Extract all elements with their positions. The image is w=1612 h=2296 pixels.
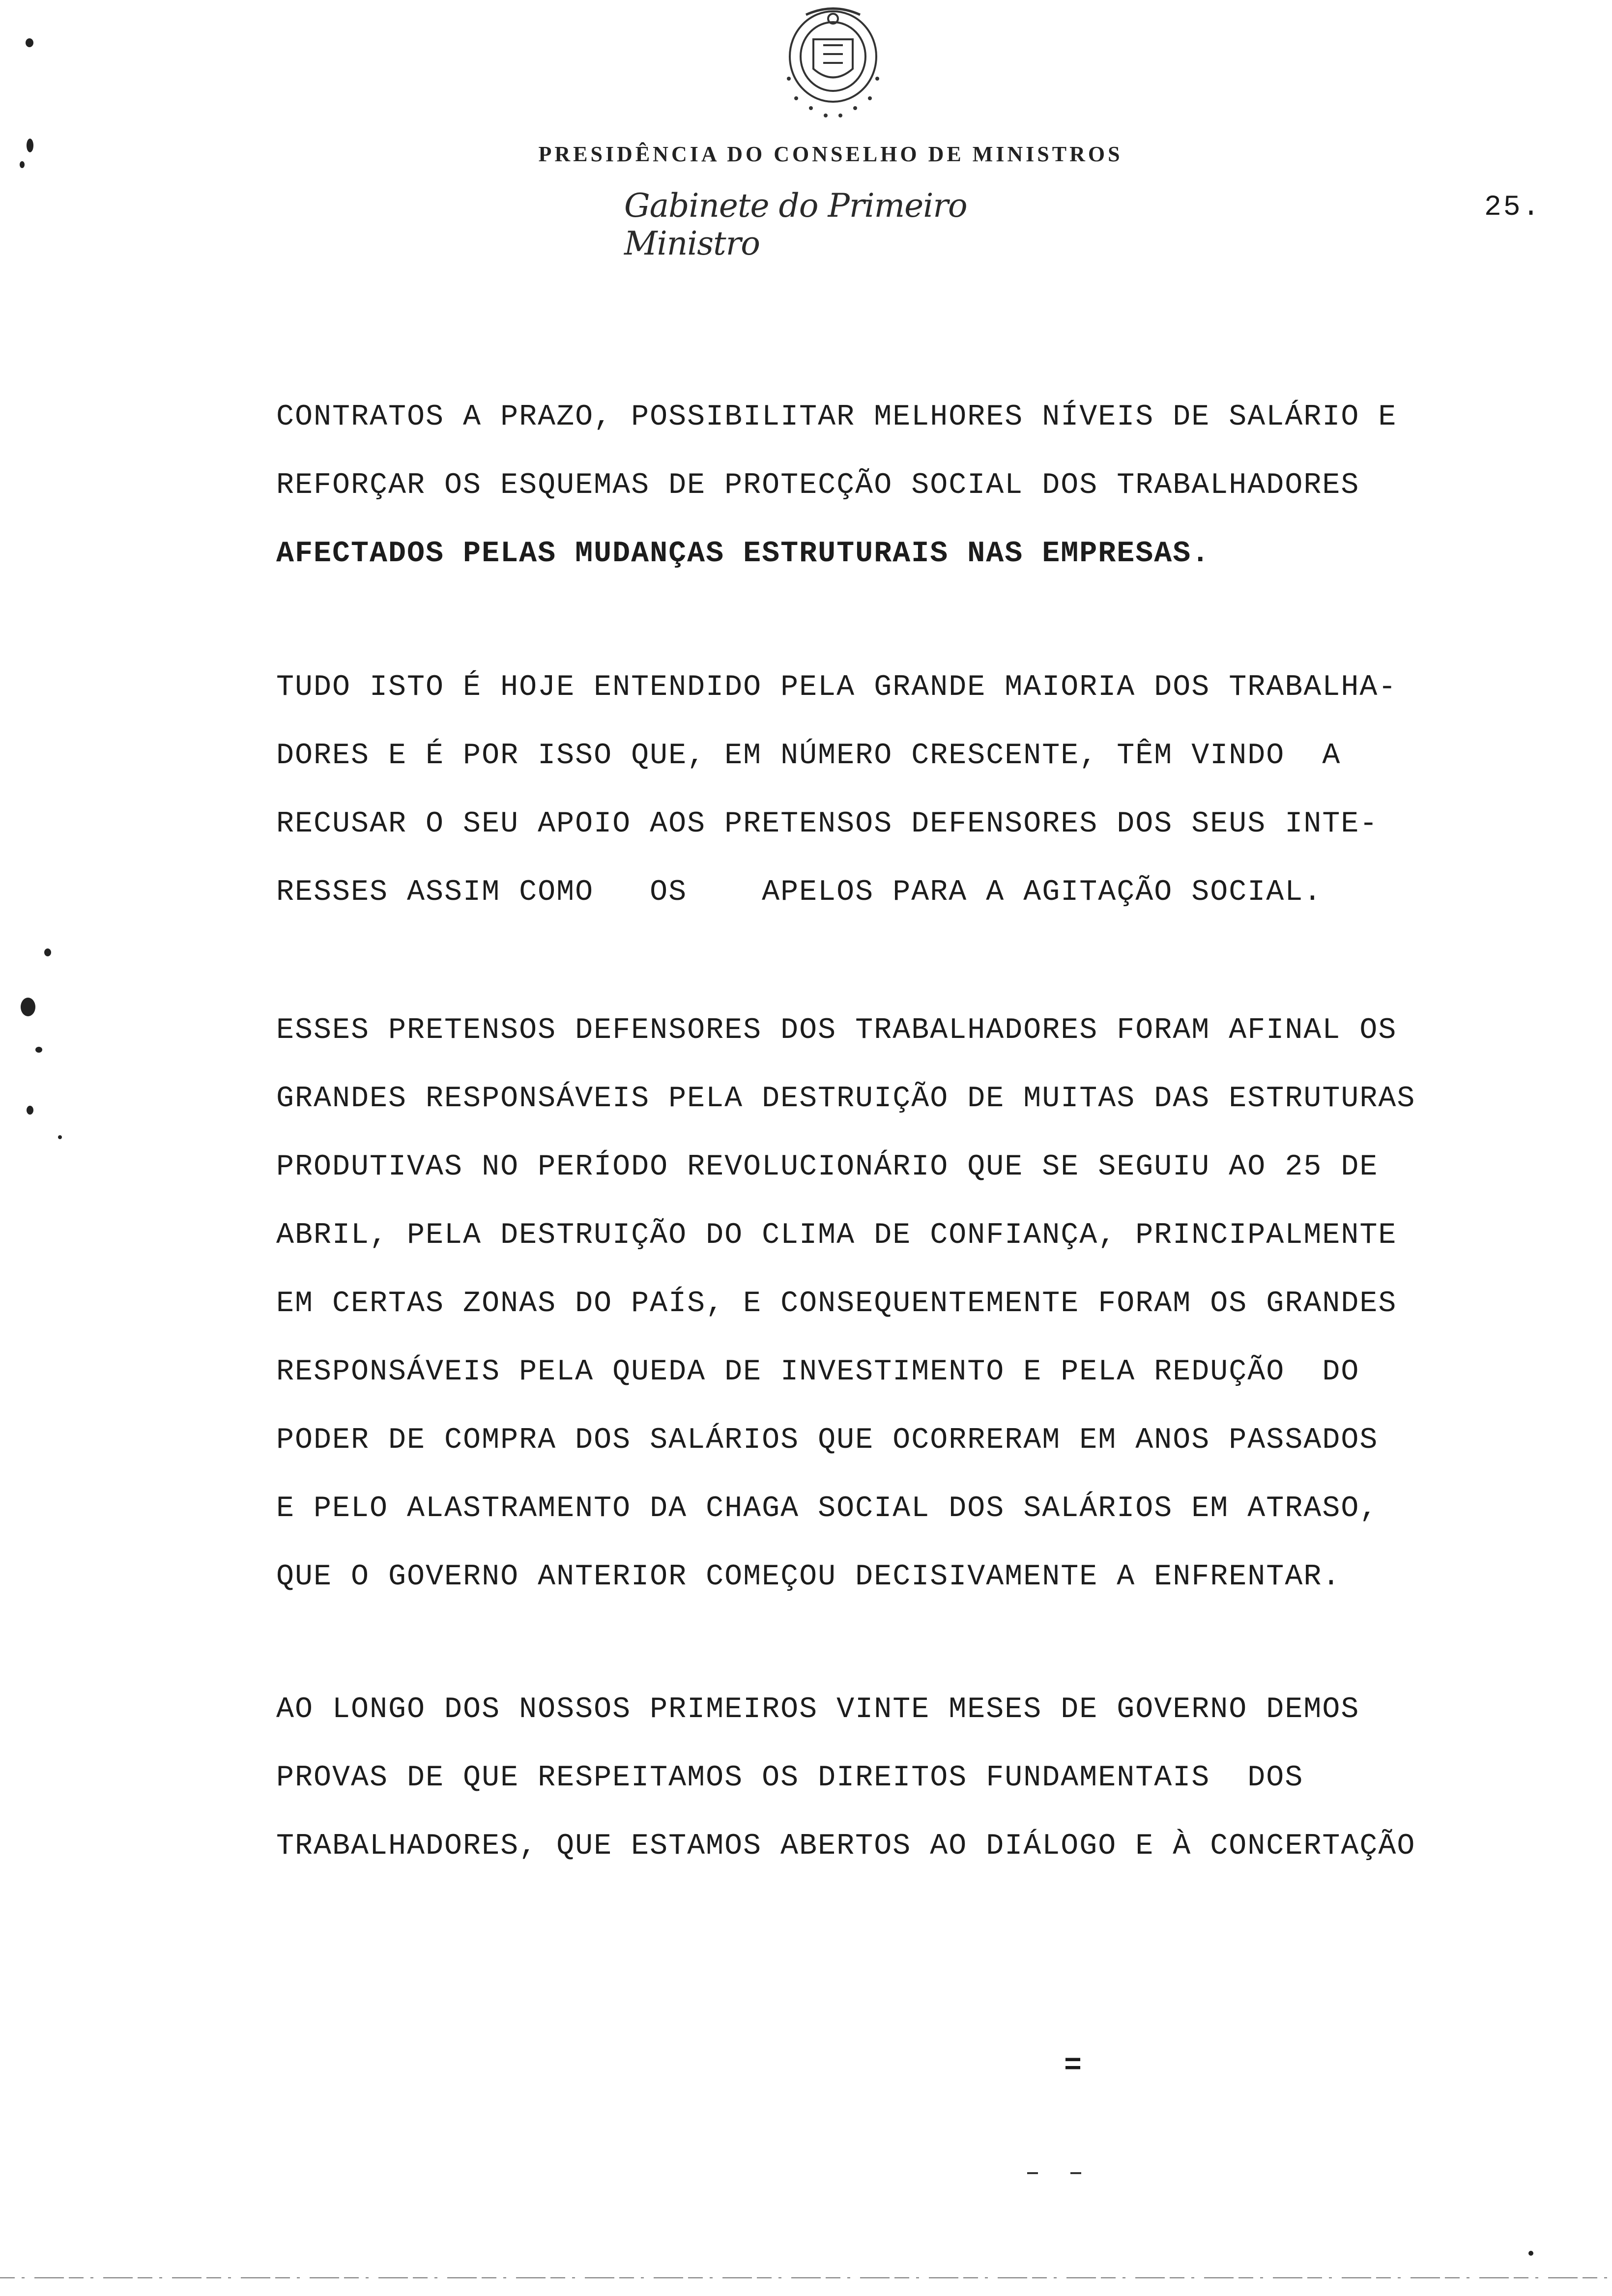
- cabinet-name: Gabinete do Primeiro Ministro: [624, 187, 967, 262]
- organization-name: PRESIDÊNCIA DO CONSELHO DE MINISTROS: [538, 142, 1123, 166]
- paragraph-2: [276, 654, 1534, 927]
- coat-of-arms-icon: [777, 5, 890, 123]
- paragraph-3: [276, 997, 1534, 1611]
- text-line: QUE O GOVERNO ANTERIOR COMEÇOU DECISIVAMENTE A ENFRENTAR.: [276, 1560, 1341, 1594]
- text-line: RESPONSÁVEIS PELA QUEDA DE INVESTIMENTO E PELA REDUÇÃO DO: [276, 1355, 1360, 1389]
- scan-speck: [35, 1047, 42, 1053]
- scan-speck: [26, 38, 33, 47]
- text-line: PROVAS DE QUE RESPEITAMOS OS DIREITOS FUNDAMENTAIS DOS: [276, 1761, 1304, 1795]
- text-line: PRODUTIVAS NO PERÍODO REVOLUCIONÁRIO QUE SE SEGUIU AO 25 DE: [276, 1150, 1379, 1184]
- text-line: DORES E É POR ISSO QUE, EM NÚMERO CRESCENTE, TÊM VINDO A: [276, 739, 1341, 773]
- scan-speck: [20, 161, 25, 168]
- paragraph-4: [276, 1676, 1534, 1881]
- text-line: CONTRATOS A PRAZO, POSSIBILITAR MELHORES NÍVEIS DE SALÁRIO E: [276, 401, 1397, 434]
- footer-dash: [1070, 2172, 1081, 2174]
- text-line: EM CERTAS ZONAS DO PAÍS, E CONSEQUENTEMENTE FORAM OS GRANDES: [276, 1287, 1397, 1320]
- scan-speck: [1528, 2251, 1533, 2256]
- scan-speck: [27, 139, 33, 152]
- text-line: RESSES ASSIM COMO OS APELOS PARA A AGITAÇÃO SOCIAL.: [276, 876, 1323, 909]
- paragraph-1: [276, 383, 1534, 588]
- scan-speck: [27, 1106, 33, 1115]
- page-number: 25.: [1484, 192, 1542, 224]
- text-line: GRANDES RESPONSÁVEIS PELA DESTRUIÇÃO DE MUITAS DAS ESTRUTURAS: [276, 1082, 1416, 1116]
- text-line: RECUSAR O SEU APOIO AOS PRETENSOS DEFENSORES DOS SEUS INTE-: [276, 807, 1379, 841]
- scan-edge: [0, 2275, 1612, 2280]
- text-line: AO LONGO DOS NOSSOS PRIMEIROS VINTE MESES DE GOVERNO DEMOS: [276, 1693, 1360, 1726]
- text-line: AFECTADOS PELAS MUDANÇAS ESTRUTURAIS NAS EMPRESAS.: [276, 537, 1210, 571]
- text-line: E PELO ALASTRAMENTO DA CHAGA SOCIAL DOS SALÁRIOS EM ATRASO,: [276, 1492, 1379, 1525]
- text-line: PODER DE COMPRA DOS SALÁRIOS QUE OCORRERAM EM ANOS PASSADOS: [276, 1424, 1379, 1457]
- text-line: REFORÇAR OS ESQUEMAS DE PROTECÇÃO SOCIAL DOS TRABALHADORES: [276, 469, 1360, 502]
- scan-speck: [44, 948, 51, 956]
- text-line: TRABALHADORES, QUE ESTAMOS ABERTOS AO DIÁLOGO E À CONCERTAÇÃO: [276, 1830, 1416, 1863]
- scan-speck: [21, 998, 35, 1016]
- footer-mark: =: [1064, 2049, 1082, 2083]
- scan-speck: [58, 1135, 62, 1139]
- text-line: TUDO ISTO É HOJE ENTENDIDO PELA GRANDE MAIORIA DOS TRABALHA-: [276, 671, 1397, 704]
- text-line: ESSES PRETENSOS DEFENSORES DOS TRABALHADORES FORAM AFINAL OS: [276, 1014, 1397, 1047]
- text-line: ABRIL, PELA DESTRUIÇÃO DO CLIMA DE CONFIANÇA, PRINCIPALMENTE: [276, 1219, 1397, 1252]
- footer-dash: [1027, 2172, 1038, 2174]
